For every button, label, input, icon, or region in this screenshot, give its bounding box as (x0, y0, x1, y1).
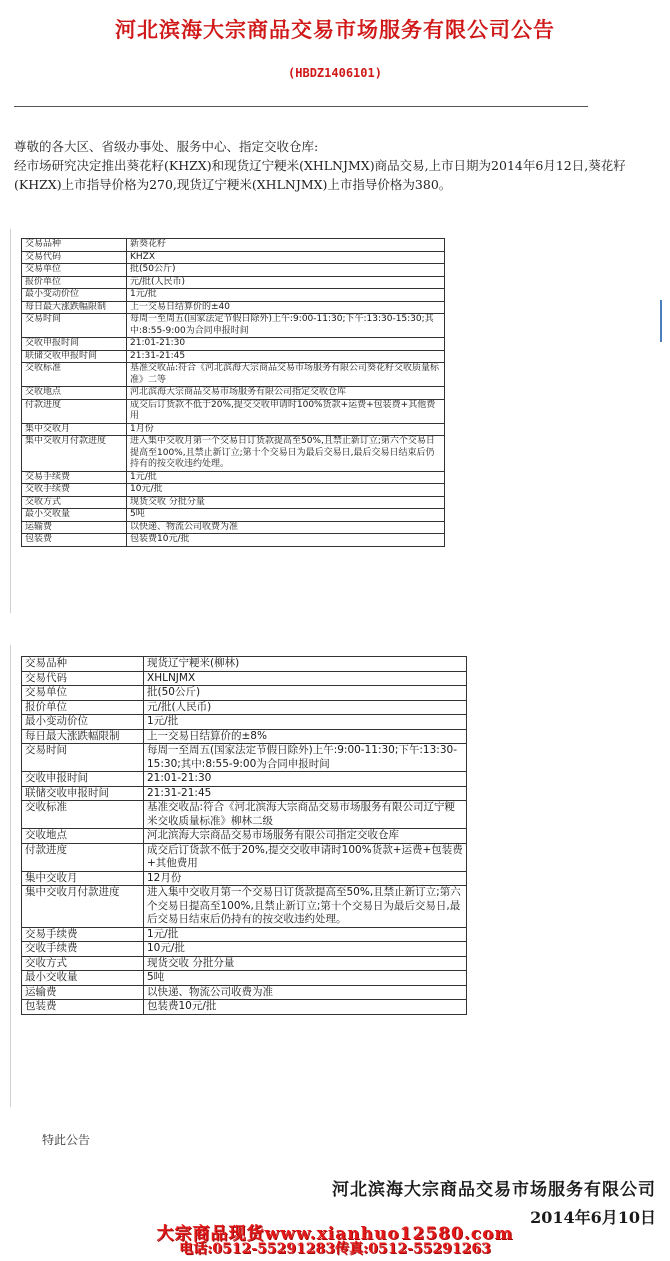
table-row (22, 350, 445, 363)
table-row (22, 715, 467, 730)
table-row (22, 534, 445, 547)
spec-label: 交收申报时间 (22, 338, 127, 351)
spec-value: 基准交收品:符合《河北滨海大宗商品交易市场服务有限公司辽宁粳米交收质量标准》柳林二级 (144, 801, 467, 829)
spec-label: 交易代码 (22, 251, 127, 264)
xhlnjmx-spec-table (21, 656, 467, 1015)
spec-value: 现货辽宁粳米(柳林) (144, 657, 467, 672)
xhlnjmx-spec-frame (10, 645, 485, 1107)
spec-label: 交收手续费 (22, 484, 127, 497)
spec-label: 付款进度 (22, 399, 127, 423)
khzx-spec-frame (10, 229, 445, 613)
spec-value: 以快递、物流公司收费为准 (144, 985, 467, 1000)
table-row (22, 521, 445, 534)
spec-label: 最小交收量 (22, 971, 144, 986)
intro-section (14, 137, 664, 194)
spec-label: 交易品种 (22, 657, 144, 672)
spec-value: 1元/批 (127, 471, 445, 484)
spec-value: 包装费10元/批 (144, 1000, 467, 1015)
announcement-title: 河北滨海大宗商品交易市场服务有限公司公告 (115, 17, 555, 42)
spec-label: 交易时间 (22, 744, 144, 772)
spec-value: 10元/批 (127, 484, 445, 497)
spec-value: KHZX (127, 251, 445, 264)
spec-label: 运输费 (22, 521, 127, 534)
table-row (22, 484, 445, 497)
table-row (22, 471, 445, 484)
spec-value: 进入集中交收月第一个交易日订货款提高至50%,且禁止新订立;第六个交易日提高至100%,且禁止新订立;第十个交易日为最后交易日,最后交易日结束后仍持有的按交收违约处理。 (127, 436, 445, 472)
spec-value: 1元/批 (144, 927, 467, 942)
table-row (22, 956, 467, 971)
spec-value: 每周一至周五(国家法定节假日除外)上午:9:00-11:30;下午:13:30-15:30;其中:8:55-9:00为合同申报时间 (144, 744, 467, 772)
spec-label: 最小交收量 (22, 509, 127, 522)
table-row (22, 496, 445, 509)
spec-label: 集中交收月付款进度 (22, 886, 144, 928)
spec-value: 10元/批 (144, 942, 467, 957)
spec-value: 上一交易日结算价的±40 (127, 301, 445, 314)
table-row (22, 801, 467, 829)
table-row (22, 657, 467, 672)
issue-date: 2014年6月10日 (530, 1208, 656, 1227)
table-row (22, 871, 467, 886)
table-row (22, 671, 467, 686)
spec-value: 包装费10元/批 (127, 534, 445, 547)
spec-value: 5吨 (144, 971, 467, 986)
spec-label: 包装费 (22, 1000, 144, 1015)
table-row (22, 843, 467, 871)
spec-value: 现货交收 分批分量 (144, 956, 467, 971)
spec-label: 交收标准 (22, 363, 127, 387)
spec-value: 成交后订货款不低于20%,提交交收申请时100%货款+运费+包装费+其他费用 (127, 399, 445, 423)
spec-value: 21:31-21:45 (144, 786, 467, 801)
table-row (22, 363, 445, 387)
spec-value: 21:31-21:45 (127, 350, 445, 363)
document-number: (HBDZ1406101) (288, 66, 382, 80)
table-row (22, 387, 445, 400)
spec-label: 联储交收申报时间 (22, 786, 144, 801)
spec-label: 最小变动价位 (22, 289, 127, 302)
table-row (22, 886, 467, 928)
spec-value: 21:01-21:30 (144, 772, 467, 787)
table-row (22, 729, 467, 744)
watermark-website: 大宗商品现货www.xianhuo12580.com (156, 1224, 514, 1244)
spec-label: 报价单位 (22, 700, 144, 715)
spec-label: 交易品种 (22, 239, 127, 252)
spec-value: 1元/批 (144, 715, 467, 730)
spec-label: 交易时间 (22, 314, 127, 338)
spec-value: 河北滨海大宗商品交易市场服务有限公司指定交收仓库 (127, 387, 445, 400)
table-row (22, 251, 445, 264)
table-row (22, 239, 445, 252)
spec-label: 最小变动价位 (22, 715, 144, 730)
spec-label: 交收方式 (22, 496, 127, 509)
spec-label: 联储交收申报时间 (22, 350, 127, 363)
spec-value: 河北滨海大宗商品交易市场服务有限公司指定交收仓库 (144, 829, 467, 844)
spec-label: 交收方式 (22, 956, 144, 971)
spec-label: 包装费 (22, 534, 127, 547)
table-row (22, 985, 467, 1000)
table-row (22, 338, 445, 351)
spec-value: 1月份 (127, 423, 445, 436)
issuer-name: 河北滨海大宗商品交易市场服务有限公司 (332, 1180, 656, 1200)
spec-value: 批(50公斤) (127, 264, 445, 277)
spec-value: 上一交易日结算价的±8% (144, 729, 467, 744)
spec-value: 12月份 (144, 871, 467, 886)
salutation: 尊敬的各大区、省级办事处、服务中心、指定交收仓库: (14, 139, 319, 154)
table-row (22, 772, 467, 787)
scroll-marker (660, 300, 662, 342)
spec-value: 元/批(人民币) (127, 276, 445, 289)
khzx-spec-table (21, 238, 445, 547)
spec-label: 交收申报时间 (22, 772, 144, 787)
spec-label: 交收地点 (22, 387, 127, 400)
watermark-contact: 电话:0512-55291283传真:0512-55291263 (179, 1241, 491, 1257)
spec-value: 元/批(人民币) (144, 700, 467, 715)
table-row (22, 289, 445, 302)
table-row (22, 971, 467, 986)
table-row (22, 509, 445, 522)
table-row (22, 264, 445, 277)
spec-value: 新葵花籽 (127, 239, 445, 252)
spec-value: 成交后订货款不低于20%,提交交收申请时100%货款+运费+包装费+其他费用 (144, 843, 467, 871)
table-row (22, 314, 445, 338)
spec-label: 交易手续费 (22, 471, 127, 484)
spec-label: 交易单位 (22, 264, 127, 277)
spec-label: 报价单位 (22, 276, 127, 289)
spec-label: 集中交收月付款进度 (22, 436, 127, 472)
spec-label: 每日最大涨跌幅限制 (22, 729, 144, 744)
spec-label: 集中交收月 (22, 871, 144, 886)
table-row (22, 423, 445, 436)
spec-value: 每周一至周五(国家法定节假日除外)上午:9:00-11:30;下午:13:30-15:30;其中:8:55-9:00为合同申报时间 (127, 314, 445, 338)
spec-label: 交易手续费 (22, 927, 144, 942)
spec-value: 以快递、物流公司收费为准 (127, 521, 445, 534)
table-row (22, 1000, 467, 1015)
table-row (22, 942, 467, 957)
table-row (22, 700, 467, 715)
spec-label: 交收地点 (22, 829, 144, 844)
spec-label: 集中交收月 (22, 423, 127, 436)
spec-value: 基准交收品:符合《河北滨海大宗商品交易市场服务有限公司葵花籽交收质量标准》二等 (127, 363, 445, 387)
spec-label: 交收手续费 (22, 942, 144, 957)
spec-label: 交易单位 (22, 686, 144, 701)
spec-value: 进入集中交收月第一个交易日订货款提高至50%,且禁止新订立;第六个交易日提高至100%,且禁止新订立;第十个交易日为最后交易日,最后交易日结束后仍持有的按交收违约处理。 (144, 886, 467, 928)
table-row (22, 686, 467, 701)
spec-label: 运输费 (22, 985, 144, 1000)
table-row (22, 399, 445, 423)
spec-value: 批(50公斤) (144, 686, 467, 701)
header-divider (14, 106, 588, 107)
table-row (22, 276, 445, 289)
closing-remark: 特此公告 (42, 1133, 91, 1147)
spec-label: 付款进度 (22, 843, 144, 871)
spec-value: XHLNJMX (144, 671, 467, 686)
table-row (22, 436, 445, 472)
table-row (22, 786, 467, 801)
table-row (22, 927, 467, 942)
spec-value: 现货交收 分批分量 (127, 496, 445, 509)
spec-label: 交易代码 (22, 671, 144, 686)
spec-value: 1元/批 (127, 289, 445, 302)
spec-value: 21:01-21:30 (127, 338, 445, 351)
spec-value: 5吨 (127, 509, 445, 522)
spec-label: 交收标准 (22, 801, 144, 829)
table-row (22, 744, 467, 772)
table-row (22, 301, 445, 314)
table-row (22, 829, 467, 844)
spec-label: 每日最大涨跌幅限制 (22, 301, 127, 314)
intro-body: 经市场研究决定推出葵花籽(KHZX)和现货辽宁粳米(XHLNJMX)商品交易,上市日期为2014年6月12日,葵花籽(KHZX)上市指导价格为270,现货辽宁粳米(XHLNJMX)上市指导价格为380。 (14, 158, 626, 192)
